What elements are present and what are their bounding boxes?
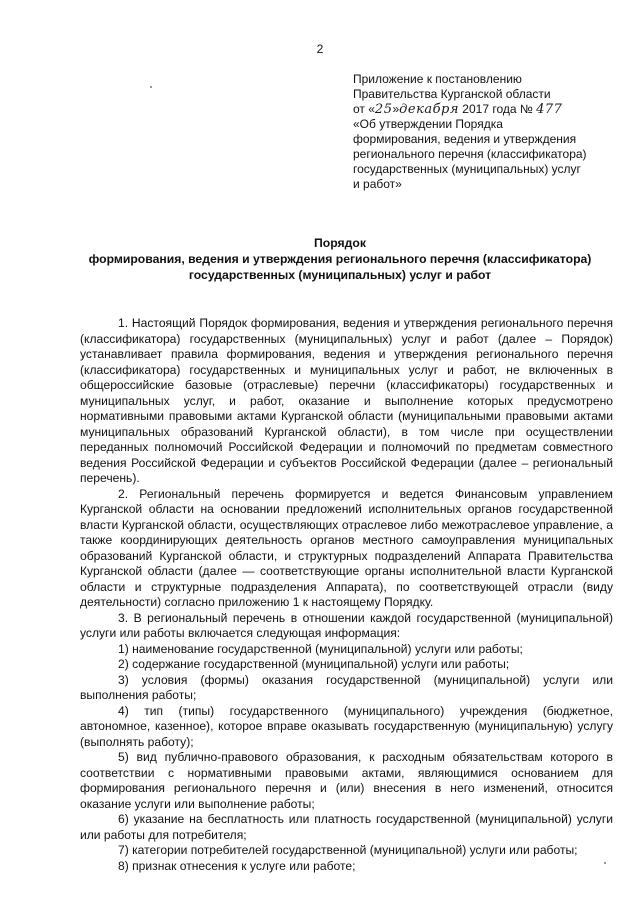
scan-speck [604,862,606,864]
document-body [80,316,613,874]
handwritten-month: декабря [399,102,459,117]
appendix-line-6: регионального перечня (классификатора) [353,147,587,161]
handwritten-day: 25 [374,102,393,117]
list-item-8: 8) признак отнесения к услуге или работе; [118,858,356,873]
page-number: 2 [316,42,324,56]
title-line-2: формирования, ведения и утверждения регионального перечня (классификатора) [88,252,592,266]
appendix-date-line [353,102,615,117]
document-title [60,235,620,283]
appendix-line-2: Правительства Курганской области [353,87,551,101]
list-item-4: 4) тип (типы) государственного (муниципального) учреждения (бюджетное, автономное, казенное), которое вправе оказывать государственную (муниципальную) услугу (выполнять работу); [80,703,613,749]
paragraph-2: 2. Региональный перечень формируется и ведется Финансовым управлением Курганской области на основании предложений исполнительных органов государственной власти Курганской области, осуществляющих отраслевое либо межотраслевое управление, а также координирующих деятельность органов местного самоуправления муниципальных образований Курганской области, и структурных подразделений Аппарата Правительства Курганской области (далее — соответствующие органы исполнительной власти Курганской области и структурные подразделения Аппарата), по соответствующей отрасли (виду деятельности) согласно приложению 1 к настоящему Порядку. [80,486,613,609]
date-suffix: 2017 года № [458,102,537,116]
list-item-3: 3) условия (формы) оказания государственной (муниципальной) услуги или выполнения работы; [80,672,613,702]
title-line-1: Порядок [314,236,366,250]
paragraph-3: 3. В региональный перечень в отношении каждой государственной (муниципальной) услуги или работы включается следующая информация: [80,610,613,640]
title-line-3: государственных (муниципальных) услуг и работ [188,268,492,282]
list-item-1: 1) наименование государственной (муниципальной) услуги или работы; [118,641,523,656]
appendix-line-5: формирования, ведения и утверждения [353,132,577,146]
appendix-header [353,72,615,192]
handwritten-number: 477 [536,102,563,117]
list-item-5: 5) вид публично-правового образования, к расходным обязательствам которого в соответствии с нормативными правовыми актами, являющимися основанием для формирования регионального перечня и (или) внесения в него изменений, относится оказание услуги или выполнение работы; [80,750,613,811]
appendix-line-4: «Об утверждении Порядка [353,117,503,131]
date-prefix: от « [353,102,375,116]
appendix-line-1: Приложение к постановлению [353,72,522,86]
paragraph-1: 1. Настоящий Порядок формирования, ведения и утверждения регионального перечня (классификатора) государственных (муниципальных) услуг и работ (далее – Порядок) устанавливает правила формирования, ведения и утверждения регионального перечня (классификатора) государственных и муниципальных услуг и работ, не включенных в общероссийские базовые (отраслевые) перечни (классификаторы) государственных и муниципальных услуг, и работ, оказание и выполнение которых предусмотрено нормативными правовыми актами Курганской области (муниципальными правовыми актами муниципальных образований Курганской области), в том числе при осуществлении переданных полномочий Российской Федерации и полномочий по предметам совместного ведения Российской Федерации и субъектов Российской Федерации (далее – региональный перечень). [80,316,613,485]
appendix-line-7: государственных (муниципальных) услуг [353,162,581,176]
date-mid: » [392,102,400,116]
list-item-2: 2) содержание государственной (муниципальной) услуги или работы; [118,657,510,671]
appendix-line-8: и работ» [353,177,402,191]
list-item-6: 6) указание на бесплатность или платность государственной (муниципальной) услуги или работы для потребителя; [80,812,613,842]
scan-speck [150,86,152,88]
list-item-7: 7) категории потребителей государственной (муниципальной) услуги или работы; [118,843,578,857]
